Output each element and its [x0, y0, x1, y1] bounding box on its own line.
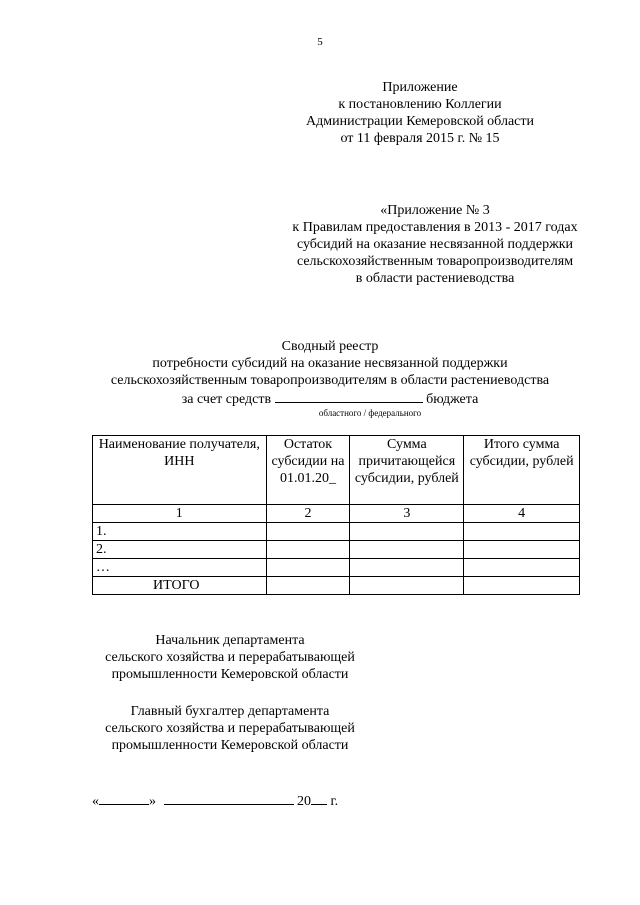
table-cell	[266, 523, 350, 541]
table-row	[93, 559, 580, 577]
column-number-row	[93, 505, 580, 523]
budget-suffix: бюджета	[426, 392, 479, 407]
signature-line: Начальник департамента	[155, 633, 305, 648]
appendix-1-line: к постановлению Коллегии	[338, 97, 502, 112]
table-row	[93, 523, 580, 541]
total-label: ИТОГО	[93, 577, 267, 595]
budget-blank	[275, 389, 423, 403]
table-cell	[350, 523, 464, 541]
appendix-3-line: сельскохозяйственным товаропроизводителям	[296, 254, 574, 269]
title-line: Сводный реестр	[281, 339, 379, 354]
table-cell: 2.	[93, 541, 267, 559]
month-blank	[164, 791, 294, 805]
document-title	[70, 338, 590, 408]
column-number: 4	[464, 505, 580, 523]
signature-line: промышленности Кемеровской области	[111, 667, 349, 682]
accountant-signature-block	[60, 703, 400, 754]
table-cell	[350, 559, 464, 577]
appendix-3-line: к Правилам предоставления в 2013 - 2017 годах	[292, 220, 578, 235]
title-line: потребности субсидий на оказание несвязанной поддержки	[152, 356, 508, 371]
appendix-3-line: субсидий на оказание несвязанной поддержки	[296, 237, 574, 252]
table-row	[93, 541, 580, 559]
appendix-1-line: Приложение	[382, 80, 458, 95]
budget-caption: областного / федерального	[318, 408, 422, 418]
table-cell	[464, 559, 580, 577]
column-number: 1	[93, 505, 267, 523]
appendix-1-line: от 11 февраля 2015 г. № 15	[340, 131, 500, 146]
table-cell: 1.	[93, 523, 267, 541]
appendix-1-header	[300, 79, 540, 147]
day-blank	[99, 791, 149, 805]
appendix-3-header	[270, 202, 600, 287]
date-line	[92, 791, 338, 810]
signature-line: сельского хозяйства и перерабатывающей	[105, 721, 355, 736]
table-cell: …	[93, 559, 267, 577]
table-cell	[464, 577, 580, 595]
table-cell	[350, 541, 464, 559]
title-line: сельскохозяйственным товаропроизводителям в области растениеводства	[110, 373, 550, 388]
date-open-quote: «	[92, 794, 99, 809]
head-signature-block	[60, 632, 400, 683]
appendix-3-line: в области растениеводства	[355, 271, 515, 286]
table-header-row	[93, 436, 580, 505]
year-prefix: 20	[297, 794, 311, 809]
budget-prefix: за счет средств	[181, 392, 272, 407]
registry-table	[92, 435, 580, 595]
year-suffix: г.	[330, 794, 339, 809]
signature-line: сельского хозяйства и перерабатывающей	[105, 650, 355, 665]
column-number: 2	[266, 505, 350, 523]
total-row	[93, 577, 580, 595]
table-cell	[266, 559, 350, 577]
appendix-3-line: «Приложение № 3	[380, 203, 490, 218]
column-header: Остаток субсидии на 01.01.20_	[266, 436, 350, 505]
column-header: Сумма причитающейся субсидии, рублей	[350, 436, 464, 505]
table-cell	[266, 541, 350, 559]
appendix-1-line: Администрации Кемеровской области	[306, 114, 534, 129]
table-cell	[464, 541, 580, 559]
date-close-quote: »	[149, 794, 156, 809]
column-header: Итого сумма субсидии, рублей	[464, 436, 580, 505]
table-cell	[464, 523, 580, 541]
year-blank	[311, 791, 327, 805]
table-cell	[350, 577, 464, 595]
signature-line: Главный бухгалтер департамента	[130, 704, 330, 719]
page-number: 5	[317, 36, 323, 48]
table-cell	[266, 577, 350, 595]
column-number: 3	[350, 505, 464, 523]
signature-line: промышленности Кемеровской области	[111, 738, 349, 753]
budget-line	[70, 389, 590, 408]
column-header: Наименование получателя, ИНН	[93, 436, 267, 505]
